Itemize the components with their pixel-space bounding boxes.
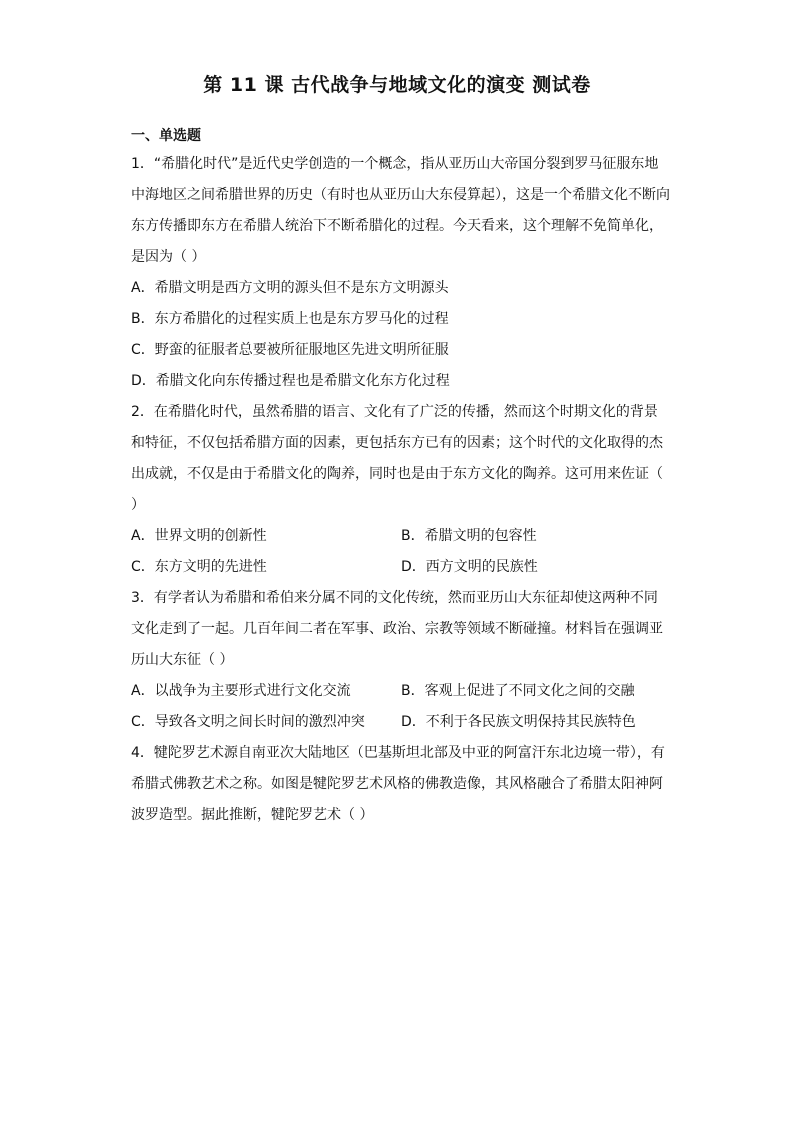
question-list	[131, 149, 671, 831]
question-3-options-row-2	[131, 707, 671, 738]
question-2-option-c: C．东方文明的先进性	[131, 559, 267, 575]
question-2-option-b: B．希腊文明的包容性	[401, 528, 537, 544]
question-3-option-a: A．以战争为主要形式进行文化交流	[131, 683, 351, 699]
question-2-option-a: A．世界文明的创新性	[131, 528, 267, 544]
question-3-option-d: D．不利于各民族文明保持其民族特色	[401, 714, 636, 730]
question-2-stem: 2．在希腊化时代，虽然希腊的语言、文化有了广泛的传播，然而这个时期文化的背景和特征，不仅包括希腊方面的因素，更包括东方已有的因素；这个时代的文化取得的杰出成就，不仅是由于希腊文化的陶养，同时也是由于东方文化的陶养。这可用来佐证（ ）	[131, 404, 663, 513]
page-title: 第 11 课 古代战争与地域文化的演变 测试卷	[203, 74, 591, 96]
question-2-options-row-2	[131, 552, 671, 583]
question-2-options-row-1	[131, 521, 671, 552]
question-3-stem: 3．有学者认为希腊和希伯来分属不同的文化传统，然而亚历山大东征却使这两种不同文化走到了一起。几百年间二者在军事、政治、宗教等领域不断碰撞。材料旨在强调亚历山大东征（ ）	[131, 590, 663, 668]
question-3-option-b: B．客观上促进了不同文化之间的交融	[401, 683, 635, 699]
question-1-option-c: C．野蛮的征服者总要被所征服地区先进文明所征服	[131, 342, 449, 358]
section-heading: 一、单选题	[131, 128, 201, 144]
question-1-option-d: D．希腊文化向东传播过程也是希腊文化东方化过程	[131, 373, 450, 389]
question-2-option-d: D．西方文明的民族性	[401, 559, 538, 575]
question-3-options-row-1	[131, 676, 671, 707]
question-4-stem: 4．犍陀罗艺术源自南亚次大陆地区（巴基斯坦北部及中亚的阿富汗东北边境一带），有希腊式佛教艺术之称。如图是犍陀罗艺术风格的佛教造像，其风格融合了希腊太阳神阿波罗造型。据此推断，犍陀罗艺术（ ）	[131, 745, 665, 823]
question-3-option-c: C．导致各文明之间长时间的激烈冲突	[131, 714, 365, 730]
question-1-option-a: A．希腊文明是西方文明的源头但不是东方文明源头	[131, 280, 449, 296]
question-1-option-b: B．东方希腊化的过程实质上也是东方罗马化的过程	[131, 311, 449, 327]
question-1-stem: 1．“希腊化时代”是近代史学创造的一个概念，指从亚历山大帝国分裂到罗马征服东地中海地区之间希腊世界的历史（有时也从亚历山大东侵算起），这是一个希腊文化不断向东方传播即东方在希腊人统治下不断希腊化的过程。今天看来，这个理解不免简单化，是因为（ ）	[131, 156, 670, 265]
